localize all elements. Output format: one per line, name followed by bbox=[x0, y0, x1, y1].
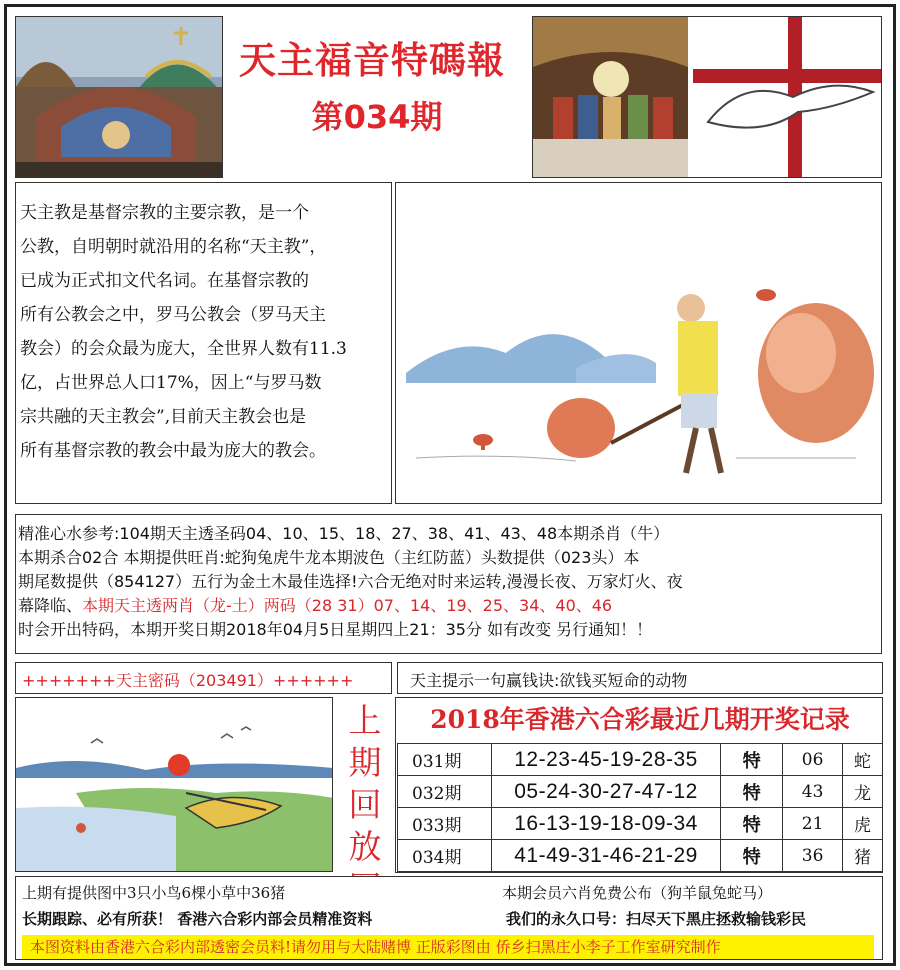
special-number-cell: 43 bbox=[783, 776, 843, 808]
special-number-cell: 36 bbox=[783, 840, 843, 872]
numbers-cell: 41-49-31-46-21-29 bbox=[491, 840, 720, 872]
zodiac-cell: 猪 bbox=[843, 840, 883, 872]
footer-banner: 本图资料由香港六合彩内部透密会员料!请勿用与大陆赌博 正版彩图由 侨乡扫黑庄小李子工作室研究制作 bbox=[22, 935, 874, 959]
issue-number: 第034期 bbox=[311, 98, 443, 136]
footer-previous-hint: 上期有提供图中3只小鸟6棵小草中36猪 bbox=[22, 884, 286, 902]
footer-member-zodiacs: 本期会员六肖免费公布（狗羊鼠兔蛇马） bbox=[502, 884, 773, 902]
replay-illustration bbox=[15, 697, 333, 872]
records-title: 2018年香港六合彩最近几期开奖记录 bbox=[430, 705, 850, 734]
bird-fish-landscape-image bbox=[16, 698, 333, 872]
special-number-cell: 06 bbox=[783, 744, 843, 776]
zodiac-cell: 虎 bbox=[843, 808, 883, 840]
zodiac-cell: 蛇 bbox=[843, 744, 883, 776]
special-label-cell: 特 bbox=[721, 808, 783, 840]
table-row bbox=[398, 840, 883, 872]
table-row bbox=[398, 776, 883, 808]
puzzle-illustration bbox=[395, 182, 882, 504]
replay-label-text: 上期回放 bbox=[348, 701, 382, 866]
special-label-cell: 特 bbox=[721, 840, 783, 872]
intro-text bbox=[20, 196, 390, 468]
info-line: 精准心水参考:104期天主透圣码04、10、15、18、27、38、41、43、48本期杀肖（牛） bbox=[18, 524, 670, 543]
highlighted-prediction: 本期天主透两肖（龙-土）两码（28 31）07、14、19、25、34、40、46 bbox=[82, 596, 613, 615]
farmer-pushing-boulder-image bbox=[396, 183, 882, 504]
prediction-text bbox=[18, 522, 888, 642]
intro-line: 公教，自明朝时就沿用的名称“天主教”， bbox=[20, 237, 327, 257]
intro-line: 所有公教会之中，罗马公教会（罗马天主 bbox=[20, 305, 326, 325]
info-line-highlight bbox=[18, 594, 888, 618]
numbers-cell: 16-13-19-18-09-34 bbox=[491, 808, 720, 840]
numbers-cell: 05-24-30-27-47-12 bbox=[491, 776, 720, 808]
zodiac-cell: 龙 bbox=[843, 776, 883, 808]
table-row bbox=[398, 744, 883, 776]
draw-records-table bbox=[397, 743, 883, 872]
last-supper-cross-image bbox=[533, 17, 882, 178]
intro-line: 已成为正式扣文代名词。在基督宗教的 bbox=[20, 271, 309, 291]
table-row bbox=[398, 808, 883, 840]
header-left-photo bbox=[15, 16, 223, 178]
issue-cell: 033期 bbox=[398, 808, 492, 840]
footer-slogan-right: 我们的永久口号：扫尽天下黑庄拯救输钱彩民 bbox=[506, 910, 807, 928]
intro-line: 所有基督宗教的教会中最为庞大的教会。 bbox=[20, 441, 326, 461]
intro-line: 宗共融的天主教会”,目前天主教会也是 bbox=[20, 407, 307, 427]
header-right-photo bbox=[532, 16, 882, 178]
info-line: 时会开出特码，本期开奖日期2018年04月5日星期四上21：35分 如有改变 另行通知！！ bbox=[18, 620, 653, 639]
special-label-cell: 特 bbox=[721, 776, 783, 808]
page-title: 天主福音特碼報 bbox=[239, 39, 505, 82]
winning-tip: 天主提示一句赢钱诀:欲钱买短命的动物 bbox=[410, 671, 688, 690]
special-number-cell: 21 bbox=[783, 808, 843, 840]
issue-cell: 032期 bbox=[398, 776, 492, 808]
cathedral-image bbox=[16, 17, 223, 178]
intro-line: 天主教是基督宗教的主要宗教，是一个 bbox=[20, 203, 309, 223]
intro-line: 教会）的会众最为庞大，全世界人数有11.3 bbox=[20, 339, 347, 359]
replay-label bbox=[337, 700, 393, 872]
issue-cell: 031期 bbox=[398, 744, 492, 776]
info-line: 期尾数提供（854127）五行为金土木最佳选择!六合无绝对时来运转,漫漫长夜、万家灯火、夜 bbox=[18, 572, 683, 591]
issue-cell: 034期 bbox=[398, 840, 492, 872]
info-line: 本期杀合02合 本期提供旺肖:蛇狗兔虎牛龙本期波色（主红防蓝）头数提供（023头）本 bbox=[18, 548, 640, 567]
footer-slogan-left: 长期跟踪、必有所获！ 香港六合彩内部会员精准资料 bbox=[22, 910, 373, 928]
secret-code: +++++++天主密码（203491）++++++ bbox=[22, 671, 354, 690]
special-label-cell: 特 bbox=[721, 744, 783, 776]
intro-line: 亿，占世界总人口17%，因上“与罗马数 bbox=[20, 373, 322, 393]
info-line-prefix: 幕降临、 bbox=[18, 596, 83, 615]
numbers-cell: 12-23-45-19-28-35 bbox=[491, 744, 720, 776]
